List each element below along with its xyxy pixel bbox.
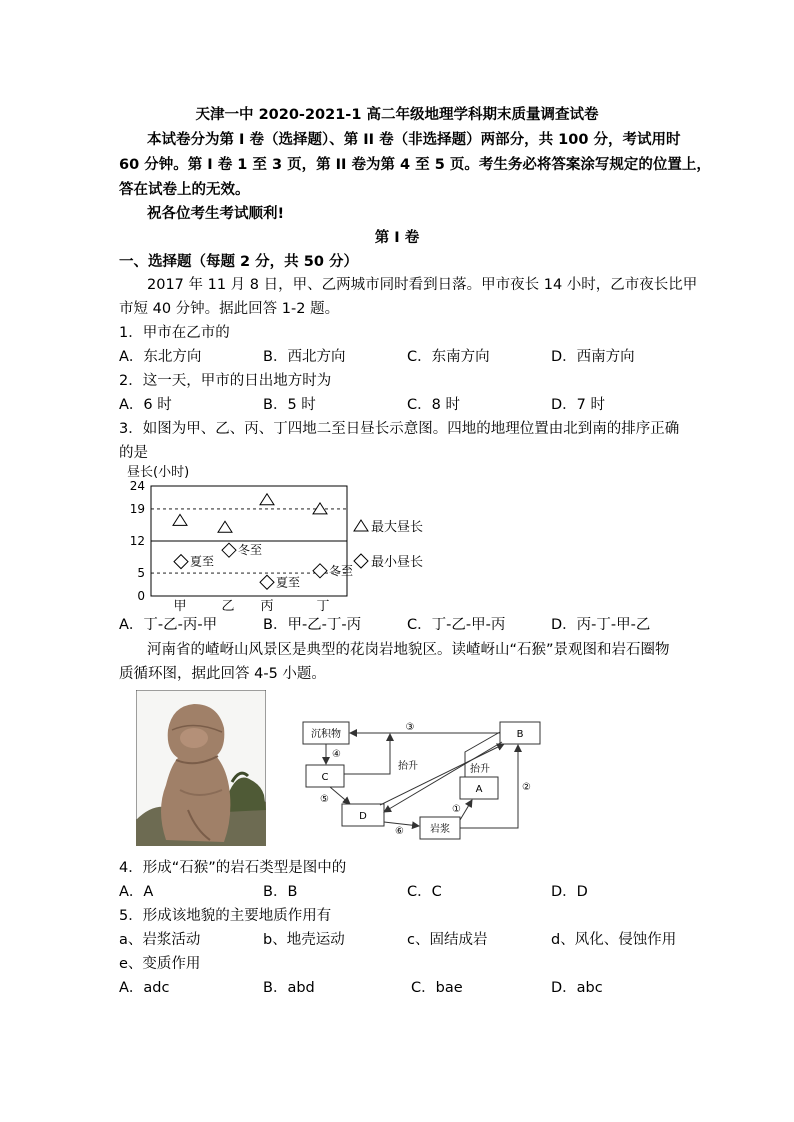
min-daylength-marker-丙 xyxy=(260,575,274,589)
wish-text: 祝各位考生考试顺利! xyxy=(147,206,285,222)
intro-line-2: 60 分钟。第 I 卷 1 至 3 页，第 II 卷为第 4 至 5 页。考生务必将答案涂写规定的位置上， xyxy=(119,157,711,173)
intro-line-1: 本试卷分为第 I 卷（选择题）、第 II 卷（非选择题）两部分，共 100 分，考试用时 xyxy=(147,132,681,148)
stem-1-2-line-1: 2017 年 11 月 8 日，甲、乙两城市同时看到日落。甲市夜长 14 小时，乙市夜长比甲 xyxy=(147,277,698,293)
q1-option-c: C．东南方向 xyxy=(407,349,490,365)
arrow-magma-a xyxy=(460,800,472,820)
stem-4-5-line-2: 质循环图，据此回答 4-5 小题。 xyxy=(119,666,326,682)
part-title: 第 I 卷 xyxy=(374,230,420,246)
min-daylength-marker-乙 xyxy=(222,543,236,557)
q1-option-b: B．西北方向 xyxy=(263,349,346,365)
label-6: ⑥ xyxy=(395,826,404,837)
node-d: D xyxy=(359,811,367,822)
q5-option-b: B．abd xyxy=(263,980,315,996)
y-tick-24: 24 xyxy=(129,479,145,493)
point-label-甲: 夏至 xyxy=(190,554,215,569)
q1-option-a: A．东北方向 xyxy=(119,349,202,365)
q5-stem: 5．形成该地貌的主要地质作用有 xyxy=(119,908,332,924)
point-label-丁: 冬至 xyxy=(329,563,354,578)
label-2: ② xyxy=(522,782,531,793)
x-tick-甲: 甲 xyxy=(173,599,187,612)
x-tick-乙: 乙 xyxy=(221,599,235,612)
label-4: ④ xyxy=(332,749,341,760)
node-sediment: 沉积物 xyxy=(311,729,341,740)
label-5: ⑤ xyxy=(320,794,329,805)
q4-option-a: A．A xyxy=(119,884,154,900)
node-a: A xyxy=(475,784,483,795)
max-daylength-marker-丁 xyxy=(313,503,327,514)
q5-item-d: d、风化、侵蚀作用 xyxy=(551,932,677,948)
rock-cycle-diagram xyxy=(290,712,555,847)
q4-option-c: C．C xyxy=(407,884,442,900)
stem-1-2-line-2: 市短 40 分钟。据此回答 1-2 题。 xyxy=(119,301,340,317)
legend-max-marker xyxy=(354,520,368,531)
max-daylength-marker-甲 xyxy=(173,514,187,525)
q5-option-d: D．abc xyxy=(551,980,603,996)
q2-option-d: D．7 时 xyxy=(551,397,605,413)
node-c: C xyxy=(321,772,329,783)
q5-item-b: b、地壳运动 xyxy=(263,932,345,948)
y-tick-5: 5 xyxy=(137,566,145,581)
stone-monkey-photo xyxy=(136,690,266,846)
arrow-c-uplift xyxy=(344,734,390,774)
section-title: 一、选择题（每题 2 分，共 50 分） xyxy=(119,254,358,270)
q3-stem-line-1: 3．如图为甲、乙、丙、丁四地二至日昼长示意图。四地的地理位置由北到南的排序正确 xyxy=(119,421,680,437)
q5-item-a: a、岩浆活动 xyxy=(119,932,201,948)
q3-option-c: C．丁-乙-甲-丙 xyxy=(407,617,506,633)
node-magma: 岩浆 xyxy=(430,824,450,835)
legend-min-label: 最小昼长 xyxy=(371,555,424,570)
label-uplift-2: 抬升 xyxy=(470,764,490,775)
q2-option-c: C．8 时 xyxy=(407,397,460,413)
q4-option-b: B．B xyxy=(263,884,298,900)
q5-option-a: A．adc xyxy=(119,980,170,996)
label-uplift-1: 抬升 xyxy=(398,761,418,772)
q1-option-d: D．西南方向 xyxy=(551,349,635,365)
min-daylength-marker-丁 xyxy=(313,564,327,578)
q2-option-b: B．5 时 xyxy=(263,397,316,413)
q3-stem-line-2: 的是 xyxy=(119,445,148,461)
label-3: ③ xyxy=(405,722,415,733)
point-label-乙: 冬至 xyxy=(238,543,263,558)
q3-option-b: B．甲-乙-丁-丙 xyxy=(263,617,362,633)
q5-item-c: c、固结成岩 xyxy=(407,932,488,948)
q3-option-d: D．丙-丁-甲-乙 xyxy=(551,617,651,633)
page-title: 天津一中 2020-2021-1 高二年级地理学科期末质量调查试卷 xyxy=(195,107,599,123)
q3-option-a: A．丁-乙-丙-甲 xyxy=(119,617,218,633)
y-tick-19: 19 xyxy=(129,501,145,516)
arrow-magma-b xyxy=(460,745,518,828)
q4-stem: 4．形成“石猴”的岩石类型是图中的 xyxy=(119,860,347,876)
q2-stem: 2．这一天，甲市的日出地方时为 xyxy=(119,373,332,389)
intro-line-3: 答在试卷上的无效。 xyxy=(119,182,250,198)
x-tick-丁: 丁 xyxy=(316,599,330,612)
arrow-c-d xyxy=(330,787,350,804)
y-tick-12: 12 xyxy=(129,534,145,548)
y-tick-0: 0 xyxy=(137,589,145,603)
point-label-丙: 夏至 xyxy=(276,575,301,590)
min-daylength-marker-甲 xyxy=(174,555,188,569)
max-daylength-marker-乙 xyxy=(218,521,232,532)
node-b: B xyxy=(516,729,524,740)
q1-stem: 1．甲市在乙市的 xyxy=(119,325,230,341)
stem-4-5-line-1: 河南省的嵖岈山风景区是典型的花岗岩地貌区。读嵖岈山“石猴”景观图和岩石圈物 xyxy=(147,642,670,658)
q2-option-a: A．6 时 xyxy=(119,397,172,413)
chart-plot-area xyxy=(130,479,423,612)
x-tick-丙: 丙 xyxy=(260,599,274,612)
max-daylength-marker-丙 xyxy=(260,494,274,505)
q4-option-d: D．D xyxy=(551,884,588,900)
label-1: ① xyxy=(452,804,461,815)
q5-item-e: e、变质作用 xyxy=(119,956,201,972)
legend-max-label: 最大昼长 xyxy=(371,520,424,535)
day-length-chart xyxy=(115,462,445,612)
legend-min-marker xyxy=(354,554,368,568)
q5-option-c: C．bae xyxy=(411,980,463,996)
chart-ylabel: 昼长(小时) xyxy=(127,465,190,480)
